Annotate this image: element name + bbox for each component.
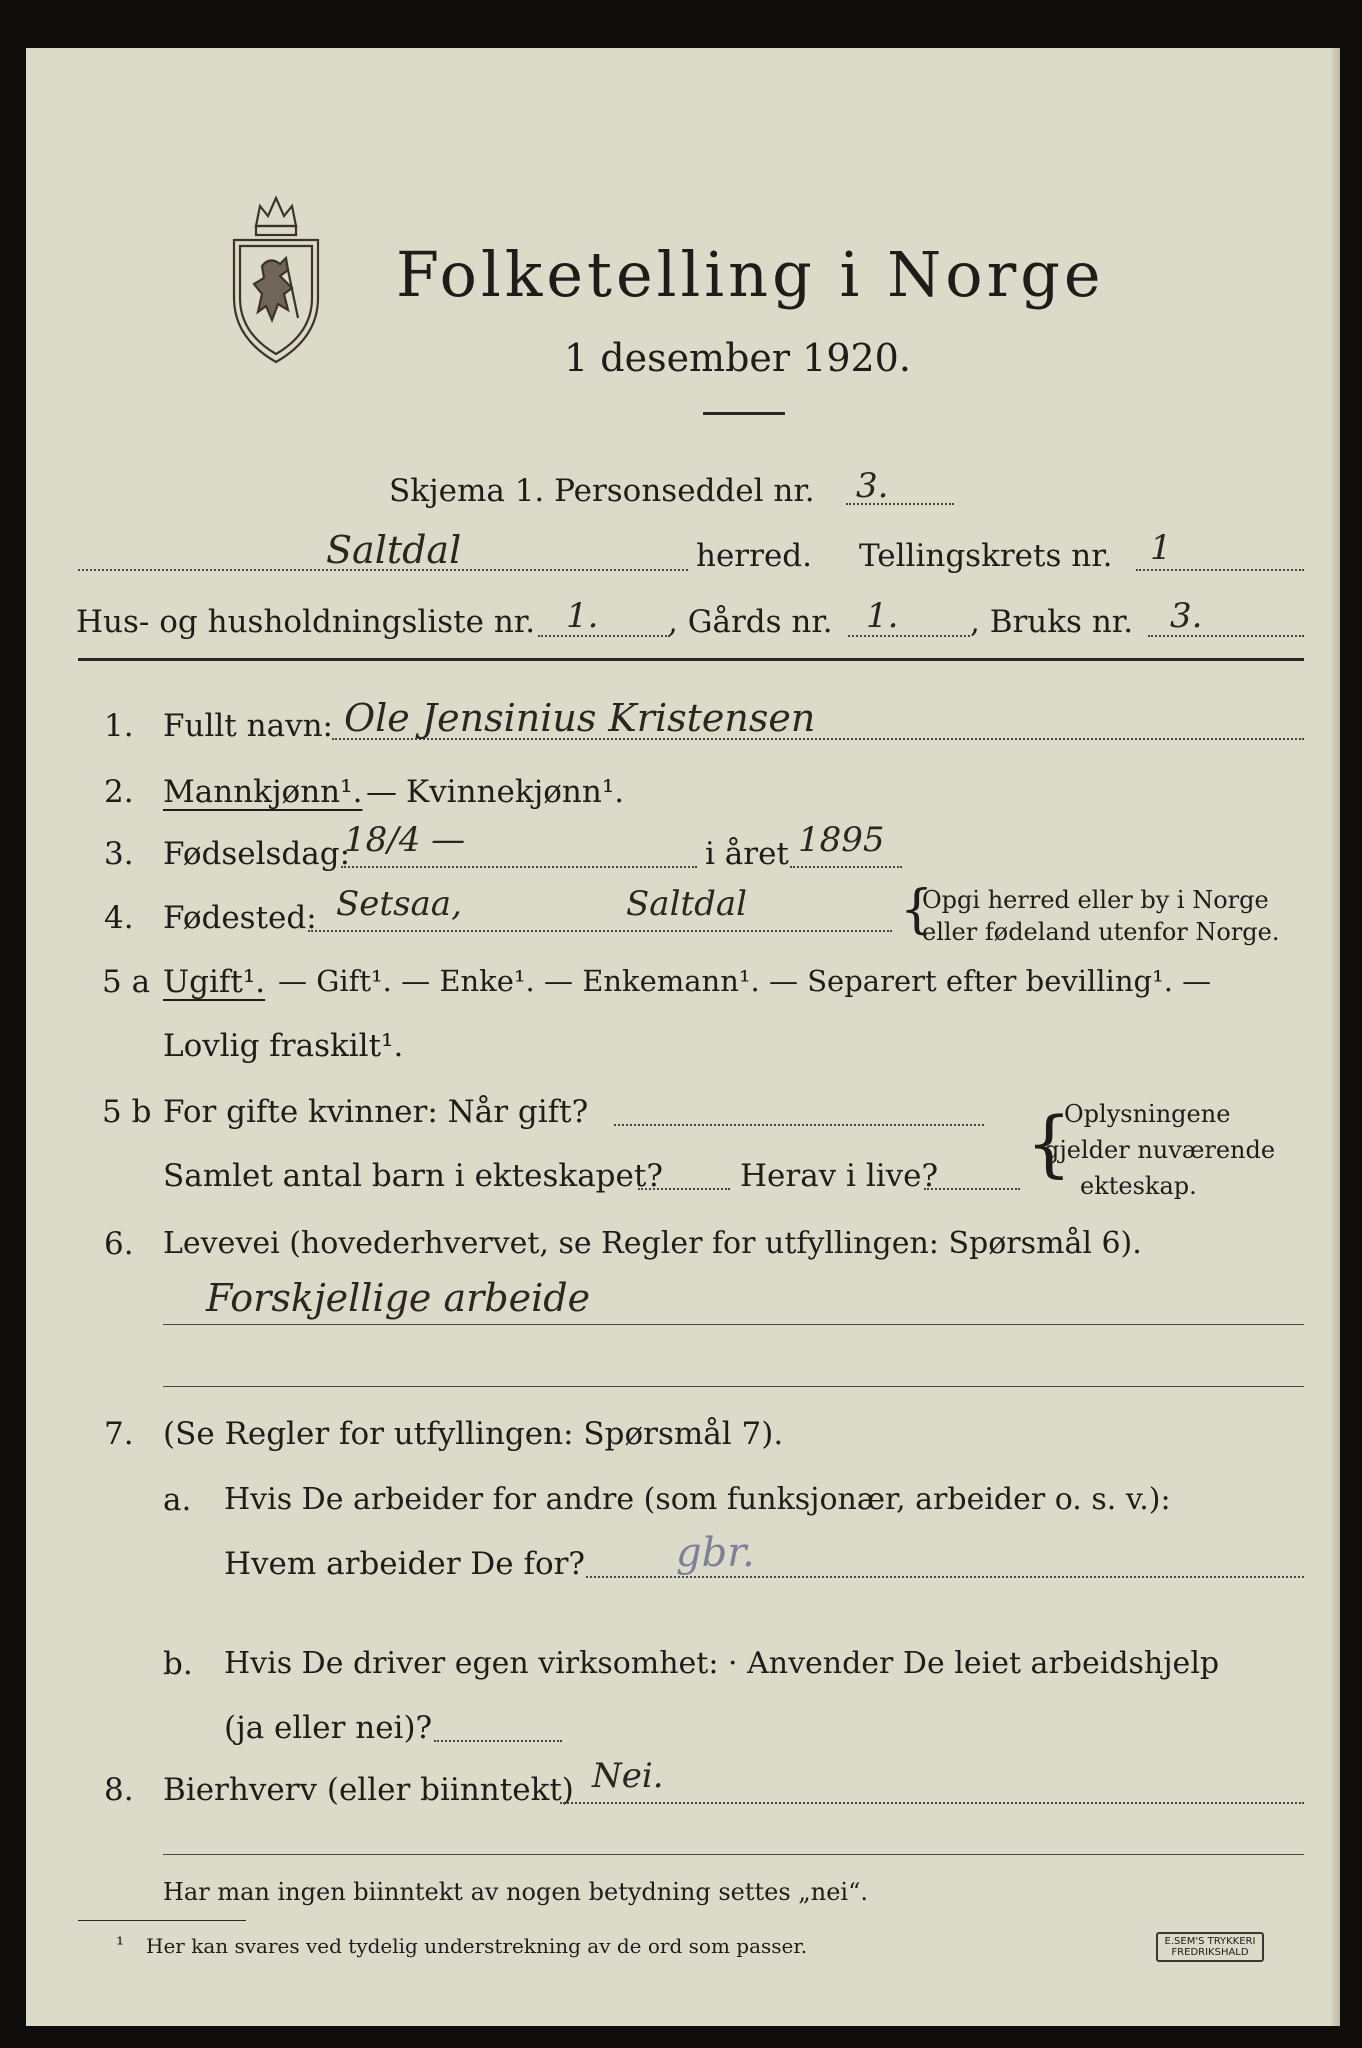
q3-year-line xyxy=(790,866,902,868)
gards-number[interactable]: 1. xyxy=(866,596,899,636)
q4-note-line1: Opgi herred eller by i Norge xyxy=(922,886,1269,914)
q5b-alive-line xyxy=(924,1188,1020,1190)
q4-label: Fødested: xyxy=(163,900,317,936)
q7-number: 7. xyxy=(104,1416,134,1452)
q3-number: 3. xyxy=(104,836,134,872)
footnote-mark: ¹ xyxy=(116,1932,125,1956)
q5b-married-label: For gifte kvinner: Når gift? xyxy=(163,1094,589,1130)
q8-line xyxy=(560,1802,1304,1804)
q4-answer-herred[interactable]: Saltdal xyxy=(626,884,748,924)
tellingskrets-label: Tellingskrets nr. xyxy=(859,538,1113,574)
q5b-married-line xyxy=(614,1124,984,1126)
q2-female-option[interactable]: Kvinnekjønn¹. xyxy=(406,774,625,810)
footnote-text: Her kan svares ved tydelig understrekning av de ord som passer. xyxy=(146,1934,808,1958)
q7a-employer-answer[interactable]: gbr. xyxy=(676,1530,755,1576)
q5b-alive-label: Herav i live? xyxy=(740,1158,939,1194)
q5b-number: 5 b xyxy=(102,1094,152,1130)
q5b-note-line2: gjelder nuværende xyxy=(1044,1136,1276,1164)
q5b-children-line xyxy=(638,1188,730,1190)
q6-answer-line-2 xyxy=(163,1386,1304,1387)
q6-number: 6. xyxy=(104,1226,134,1262)
norwegian-coat-of-arms-icon xyxy=(226,178,326,368)
q5a-fraskilt-option[interactable]: Lovlig fraskilt¹. xyxy=(163,1028,404,1064)
header-divider xyxy=(78,658,1304,661)
form-date: 1 desember 1920. xyxy=(564,336,911,380)
q7b-label: Hvis De driver egen virksomhet: · Anvender De leiet arbeidshjelp xyxy=(224,1646,1220,1681)
q5a-other-options[interactable]: — Gift¹. — Enke¹. — Enkemann¹. — Separert efter bevilling¹. — xyxy=(278,964,1212,998)
hus-line xyxy=(538,635,670,637)
q3-year-label: i året xyxy=(705,836,789,872)
q8-extra-line xyxy=(163,1854,1304,1855)
census-form-sheet xyxy=(26,48,1340,2026)
q8-label: Bierhverv (eller biinntekt) xyxy=(163,1772,574,1808)
herred-label: herred. xyxy=(696,538,812,574)
q8-answer[interactable]: Nei. xyxy=(592,1756,664,1796)
q2-number: 2. xyxy=(104,774,134,810)
q7b-yesno-line xyxy=(434,1740,562,1742)
q4-number: 4. xyxy=(104,900,134,936)
q6-answer[interactable]: Forskjellige arbeide xyxy=(206,1276,591,1320)
q3-day-line xyxy=(341,866,697,868)
q1-label: Fullt navn: xyxy=(163,708,333,744)
q5b-brace: { xyxy=(1026,1101,1072,1185)
tellingskrets-line xyxy=(1136,569,1304,571)
hus-number[interactable]: 1. xyxy=(566,596,599,636)
q7b-letter: b. xyxy=(163,1646,193,1682)
q7a-label: Hvis De arbeider for andre (som funksjonær, arbeider o. s. v.): xyxy=(224,1482,1171,1517)
q4-note-line2: eller fødeland utenfor Norge. xyxy=(922,918,1280,946)
q8-number: 8. xyxy=(104,1772,134,1808)
q3-day-answer[interactable]: 18/4 — xyxy=(344,820,466,860)
personseddel-label: Skjema 1. Personseddel nr. xyxy=(389,473,815,509)
hus-label: Hus- og husholdningsliste nr. xyxy=(76,604,536,640)
q2-separator: — xyxy=(366,774,397,810)
q5a-ugift-option[interactable]: Ugift¹. xyxy=(163,964,266,1000)
q7b-yesno-label: (ja eller nei)? xyxy=(224,1710,433,1746)
q1-answer[interactable]: Ole Jensinius Kristensen xyxy=(344,696,816,740)
q7a-employer-label: Hvem arbeider De for? xyxy=(224,1546,586,1582)
printer-stamp: E.SEM'S TRYKKERI FREDRIKSHALD xyxy=(1156,1932,1264,1962)
personseddel-number[interactable]: 3. xyxy=(856,466,889,506)
q4-answer-place[interactable]: Setsaa, xyxy=(336,884,462,924)
q3-year-answer[interactable]: 1895 xyxy=(798,820,885,860)
q7a-letter: a. xyxy=(163,1482,192,1518)
q4-brace: { xyxy=(900,880,934,940)
footer-note: Har man ingen biinntekt av nogen betydning settes „nei“. xyxy=(163,1878,868,1906)
q7-label: (Se Regler for utfyllingen: Spørsmål 7). xyxy=(163,1416,784,1452)
herred-value[interactable]: Saltdal xyxy=(326,528,462,572)
bruks-number[interactable]: 3. xyxy=(1170,596,1203,636)
q4-line xyxy=(308,930,892,932)
form-title: Folketelling i Norge xyxy=(396,238,1105,311)
q5a-number: 5 a xyxy=(102,964,151,1000)
footnote-divider xyxy=(78,1920,246,1921)
bruks-label: , Bruks nr. xyxy=(970,604,1134,640)
q5b-note-line1: Oplysningene xyxy=(1064,1100,1231,1128)
gards-label: , Gårds nr. xyxy=(668,604,833,640)
q2-male-option[interactable]: Mannkjønn¹. xyxy=(163,774,363,810)
q5b-note-line3: ekteskap. xyxy=(1080,1172,1197,1200)
q7a-employer-line xyxy=(586,1576,1304,1578)
q6-answer-line-1 xyxy=(163,1324,1304,1325)
q3-label: Fødselsdag: xyxy=(163,836,351,872)
q1-number: 1. xyxy=(104,708,134,744)
q6-label: Levevei (hovederhvervet, se Regler for utfyllingen: Spørsmål 6). xyxy=(163,1226,1142,1261)
q5b-children-label: Samlet antal barn i ekteskapet? xyxy=(163,1158,663,1194)
title-divider xyxy=(703,412,785,415)
tellingskrets-number[interactable]: 1 xyxy=(1150,528,1172,568)
